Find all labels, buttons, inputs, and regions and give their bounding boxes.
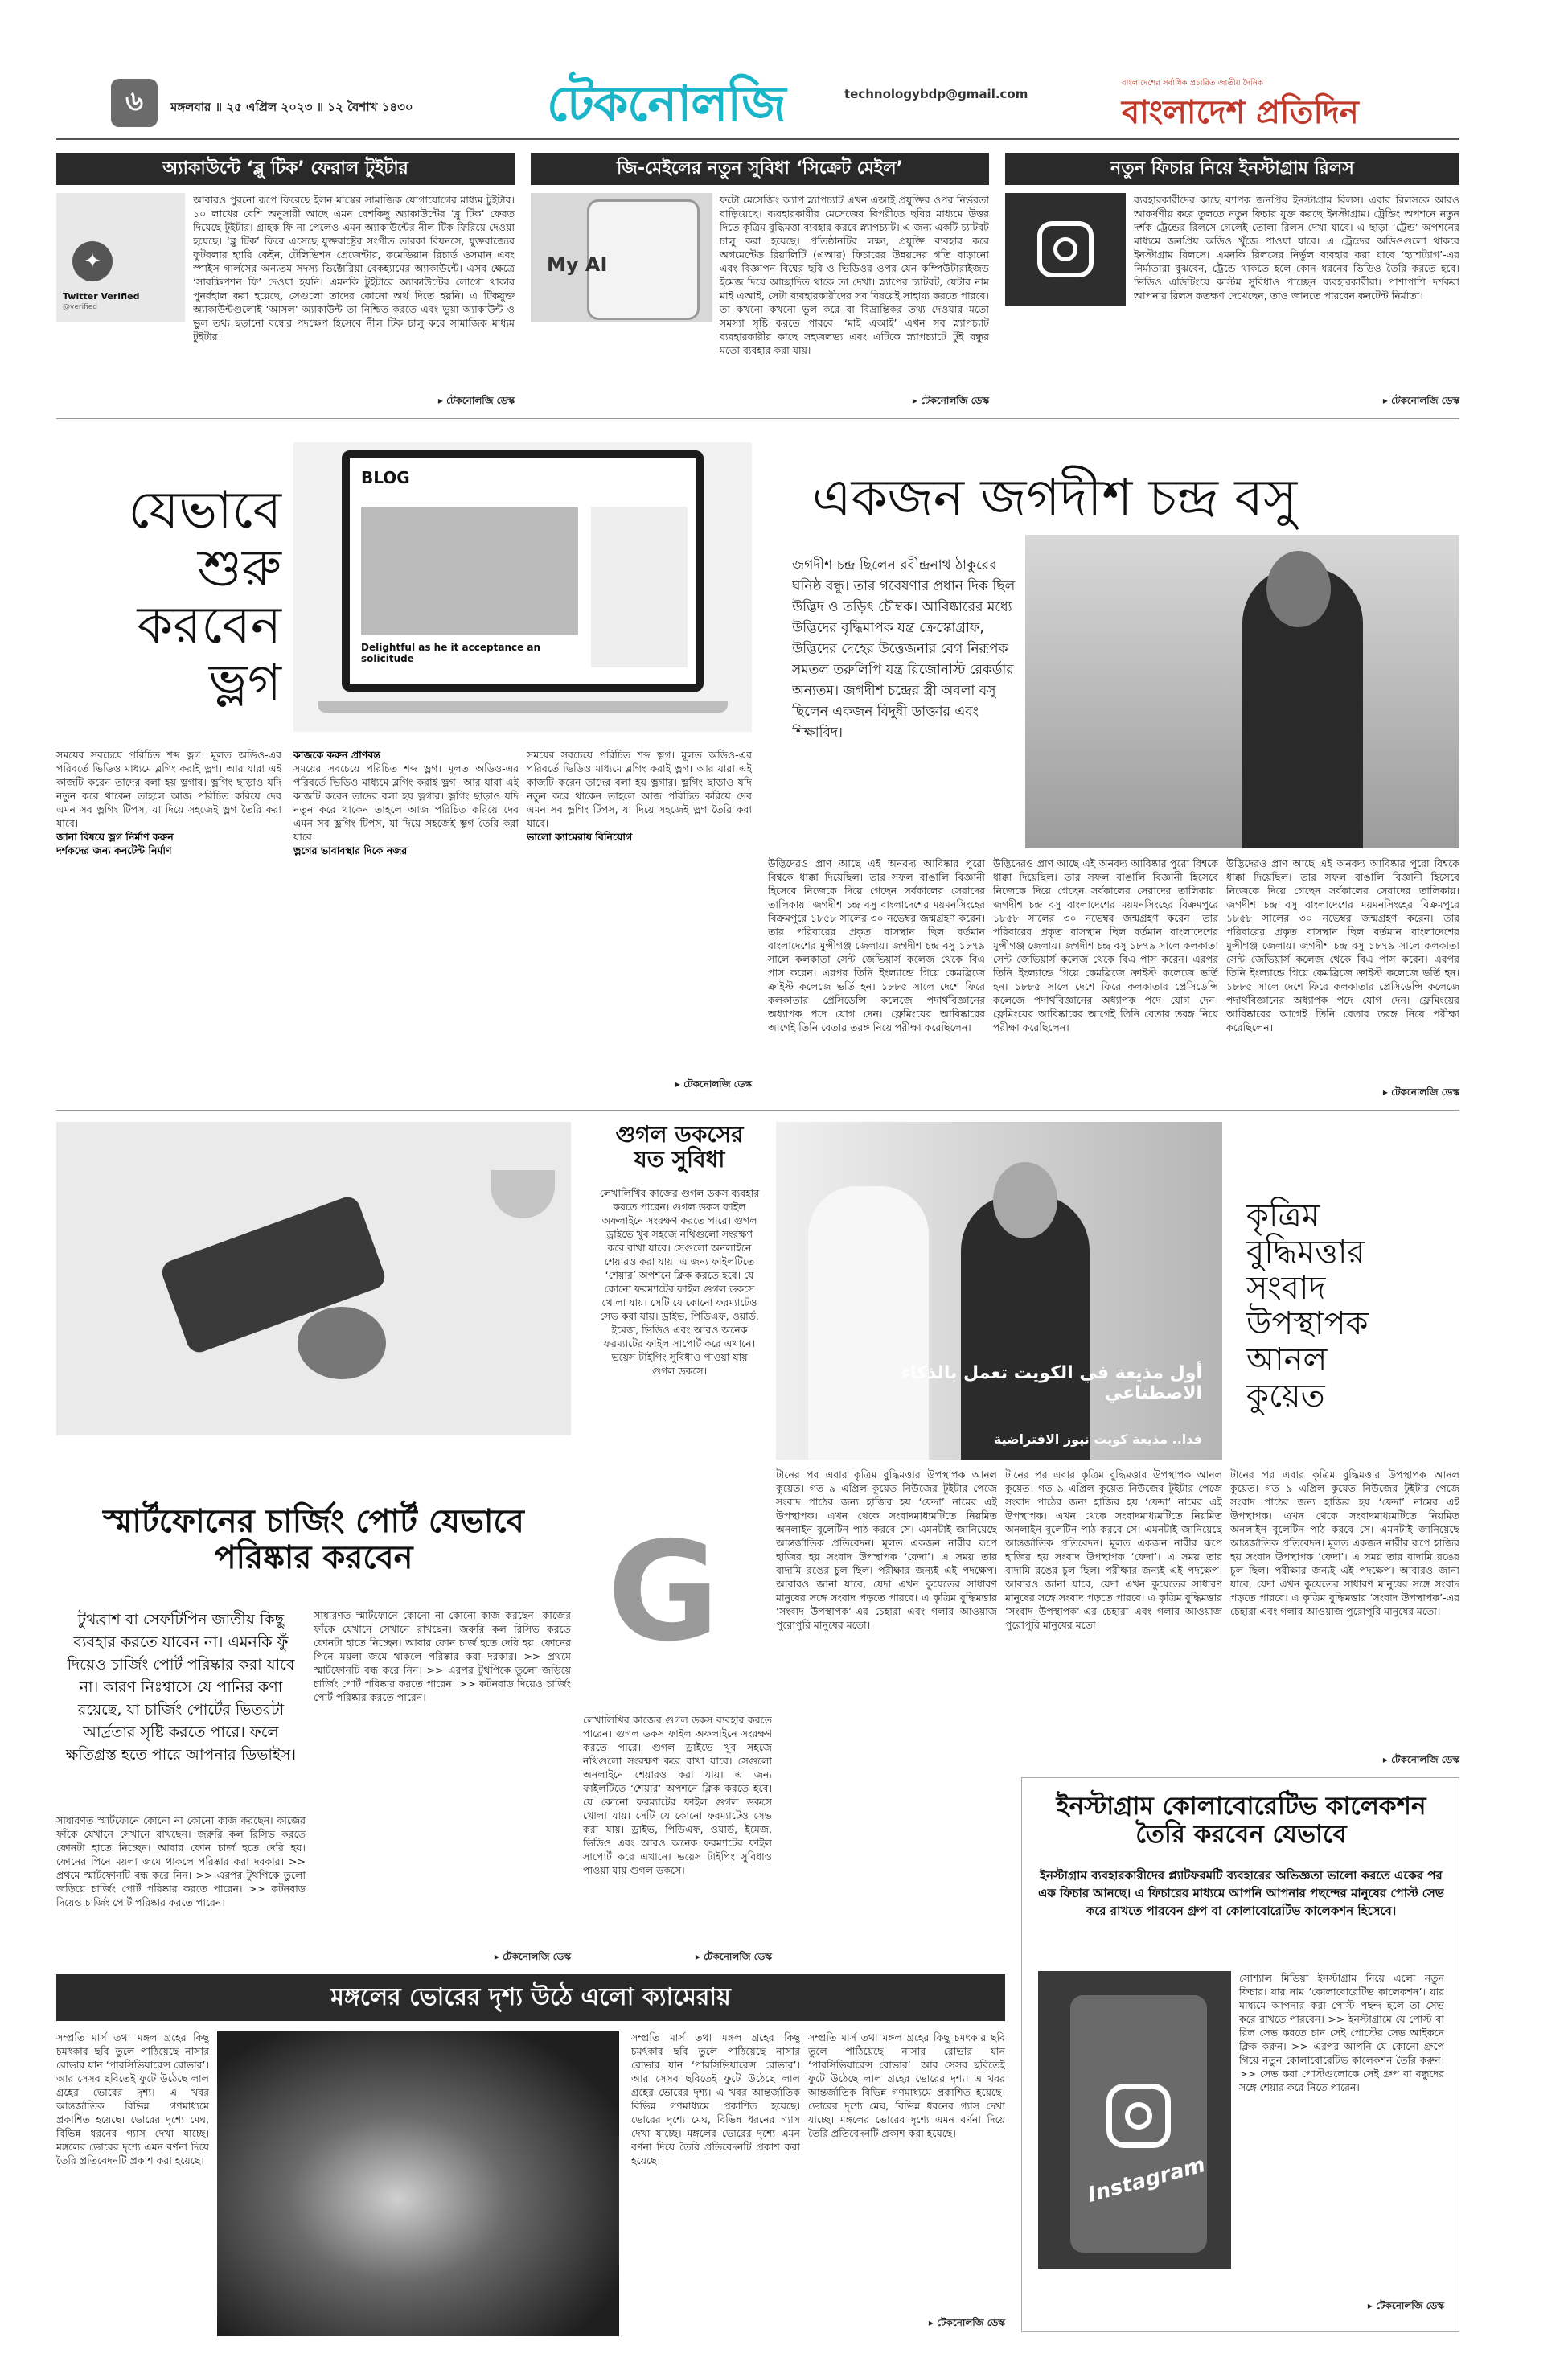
twitter-verified-label: Twitter Verified — [63, 291, 140, 302]
portrait-face — [1266, 551, 1331, 627]
blog-word: BLOG — [361, 468, 410, 487]
vlog-body-col2: কাজকে করুন প্রাণবন্ত সময়ের সবচেয়ে পরিচিত শব্দ ভ্লগ। মূলত অডিও-এর পরিবর্তে ভিডিও মাধ্যমে ব্লগিং করাই ভ্লগ। আর যারা এই কাজটি করেন তাদের বলা হয় ভ্লগার। ভ্লগিং ছাড়াও যদি নতুন করে থাকেন তাহলে আজ পরিচিত করিয়ে দেব এমন সব ভ্লগিং টিপস, যা দিয়ে সহজেই ভ্লগ তৈরি করা যাবে। ভ্লগের ভাবাবস্থার দিকে নজর — [293, 749, 519, 856]
mars-body-col3: সম্প্রতি মার্স তথা মঙ্গল গ্রহের কিছু চমৎকার ছবি তুলে পাঠিয়েছে নাসার রোভার যান ‘পারসিভিয়ারেন্স রোভার’। আর সেসব ছবিতেই ফুটে উঠেছে লাল গ্রহের ভোরের দৃশ্য। এ খবর আন্তর্জাতিক বিভিন্ন গণমাধ্যমে প্রকাশিত হয়েছে। ভোরের দৃশ্যে মেঘ, বিভিন্ন ধরনের গ্যাস দেখা যাচ্ছে। মঙ্গলের ভোরের দৃশ্যে এমন বর্ণনা দিয়ে তৈরি প্রতিবেদনটি প্রকাশ করা হয়েছে। — [808, 2031, 1005, 2139]
laptop-base — [318, 701, 728, 713]
vlog-body-col1: সময়ের সবচেয়ে পরিচিত শব্দ ভ্লগ। মূলত অডিও-এর পরিবর্তে ভিডিও মাধ্যমে ব্লগিং করাই ভ্লগ। আর যারা এই কাজটি করেন তাদের বলা হয় ভ্লগার। ভ্লগিং ছাড়াও যদি নতুন করে থাকেন তাহলে আজ পরিচিত করিয়ে দেব এমন সব ভ্লগিং টিপস, যা দিয়ে সহজেই ভ্লগ তৈরি করা যাবে। জানা বিষয়ে ভ্লগ নির্মাণ করুন দর্শকদের জন্য কনটেন্ট নির্মাণ — [56, 749, 281, 856]
anchor-woman-face — [993, 1162, 1057, 1238]
jagadish-intro: জগদীশ চন্দ্র ছিলেন রবীন্দ্রনাথ ঠাকুরের ঘনিষ্ঠ বন্ধু। তার গবেষণার প্রধান দিক ছিল উদ্ভিদ ও তড়িৎ চৌম্বক। আবিষ্কারের মধ্যে উদ্ভিদের বৃদ্ধিমাপক যন্ত্র ক্রেস্কোগ্রাফ, উদ্ভিদের দেহের উত্তেজনার বেগ নিরূপক সমতল তরুলিপি যন্ত্র রিজোনাস্ট রেকর্ডার অন্যতম। জগদীশ চন্দ্রের স্ত্রী অবলা বসু ছিলেন একজন বিদুষী ডাক্তার এবং শিক্ষাবিদ। — [792, 557, 1016, 741]
article-title-reels: নতুন ফিচার নিয়ে ইনস্টাগ্রাম রিলস — [1005, 153, 1459, 185]
article-title-gmail: জি-মেইলের নতুন সুবিধা ‘সিক্রেট মেইল’ — [531, 153, 989, 185]
ai-body-col3: টানের পর এবার কৃত্রিম বুদ্ধিমত্তার উপস্থাপক আনল কুয়েত। গত ৯ এপ্রিল কুয়েত নিউজের টুইটার পেজে সংবাদ পাঠের জন্য হাজির হয় ‘ফেদা’ নামের এই উপস্থাপক। এখন থেকে সংবাদমাধ্যমটিতে নিয়মিত অনলাইন বুলেটিন পাঠ করবে সে। এমনটাই জানিয়েছে আন্তর্জাতিক প্রতিবেদন। মূলত একজন নারীর রূপে হাজির হয় সংবাদ উপস্থাপক ‘ফেদা’। এ সময় তার বাদামি রঙের চুল ছিল। পরীক্ষার জন্যই এই পদক্ষেপ। আবারও জানা যাবে, যেদা এখন কুয়েতের সাধারণ মানুষের সঙ্গে সংবাদ পড়তে পারবে। এ কৃত্রিম বুদ্ধিমত্তার ‘সংবাদ উপস্থাপক’-এর চেহারা এবং গলার আওয়াজ পুরোপুরি মানুষের মতো। — [1230, 1468, 1459, 1617]
insta-collab-deck: ইনস্টাগ্রাম ব্যবহারকারীদের প্ল্যাটফরমটি ব্যবহারের অভিজ্ঞতা ভালো করতে একের পর এক ফিচার আনছে। এ ফিচারের মাধ্যমে আপনি আপনার পছন্দের মানুষের পোস্ট সেভ করে রাখতে পারবেন গ্রুপ বা কোলাবোরেটিভ কালেকশন হিসেবে। — [1038, 1868, 1444, 1918]
charging-deck: টুথব্রাশ বা সেফটিপিন জাতীয় কিছু ব্যবহার করতে যাবেন না। এমনকি ফুঁ দিয়েও চার্জিং পোর্ট পরিষ্কার করা যাবে না। কারণ নিঃশ্বাসে যে পানির কণা রয়েছে, যা চার্জিং পোর্টের ভিতরটা আর্দ্রতার সৃষ্টি করতে পারে। ফলে ক্ষতিগ্রস্ত হতে পারে আপনার ডিভাইস। — [65, 1611, 297, 1764]
insta-credit: ▸ টেকনোলজি ডেস্ক — [1307, 2299, 1444, 2315]
myai-text: My AI — [547, 253, 608, 276]
blog-caption: Delightful as he it acceptance an solicitude — [361, 642, 541, 664]
section-email: technologybdp@gmail.com — [844, 87, 1028, 101]
jagadish-body-col3: উদ্ভিদেরও প্রাণ আছে এই অনবদ্য আবিষ্কার পুরো বিশ্বকে ধাক্কা দিয়েছিল। তার সফল বাঙালি বিজ্ঞানী হিসেবে নিজেকে দিয়ে গেছেন সর্বকালের সেরাদের তালিকায়। জগদীশ চন্দ্র বসু বাংলাদেশের ময়মনসিংহের বিক্রমপুরে ১৮৫৮ সালের ৩০ নভেম্বর জন্মগ্রহণ করেন। তার পরিবারের প্রকৃত বাসস্থান ছিল বর্তমান বাংলাদেশের মুন্সীগঞ্জ জেলায়। জগদীশ চন্দ্র বসু ১৮৭৯ সালে কলকাতা সেন্ট জেভিয়ার্স কলেজ থেকে বিএ পাস করেন। এরপর তিনি ইংল্যান্ডে গিয়ে কেমব্রিজে ক্রাইস্ট কলেজে ভর্তি হন। ১৮৮৫ সালে দেশে ফিরে কলকাতার প্রেসিডেন্সি কলেজে পদার্থবিজ্ঞানের অধ্যাপক পদে যোগ দেন। ফ্লেমিংয়ের আবিষ্কারের আগেই তিনি বেতার তরঙ্গ নিয়ে পরীক্ষা করেছিলেন। — [1226, 857, 1459, 1033]
jagadish-portrait — [1025, 535, 1459, 848]
gmail-credit: ▸ টেকনোলজি ডেস্ক — [852, 394, 989, 410]
paper-tagline: বাংলাদেশের সর্বাধিক প্রচারিত জাতীয় দৈনিক — [1122, 79, 1263, 88]
twitter-bird-icon: ✦ — [72, 241, 113, 281]
masthead-rule — [56, 138, 1459, 140]
docs-box — [583, 1122, 772, 1460]
snapchat-myai-image — [531, 193, 712, 322]
section-title: টেকনোলজি — [547, 74, 786, 133]
laptop-screen — [342, 450, 704, 692]
insta-collab-title: ইনস্টাগ্রাম কোলাবোরেটিভ কালেকশন তৈরি করবেন যেভাবে — [1056, 1792, 1426, 1849]
row-rule-1 — [56, 418, 1459, 419]
vlog-title: যেভাবে শুরু করবেন ভ্লগ — [128, 481, 281, 714]
blog-laptop-image — [293, 442, 752, 732]
vlog-credit: ▸ টেকনোলজি ডেস্ক — [615, 1078, 752, 1094]
docs-body: লেখালিখির কাজের গুগল ডকস ব্যবহার করতে পারেন। গুগল ডকস ফাইল অফলাইনে সংরক্ষণ করতে পারে। গুগল ড্রাইভে খুব সহজে নথিগুলো সংরক্ষণ করে রাখা যাবে। সেগুলো অনলাইনে শেয়ারও করা যায়। এ জন্য ফাইলটিতে ‘শেয়ার’ অপশনে ক্লিক করতে হবে। যে কোনো ফরম্যাটের ফাইল গুগল ডকসে খোলা যায়। সেটি যে কোনো ফরম্যাটেও সেভ করা যায়। ড্রাইভ, পিডিএফ, ওয়ার্ড, ইমেজ, ভিডিও এবং আরও অনেক ফরম্যাটের ফাইল সাপোর্ট করে এখানে। ভয়েস টাইপিং সুবিধাও পাওয়া যায় গুগল ডকসে। — [599, 1187, 760, 1377]
arabic-caption: أول مذيعة في الكويت تعمل بالذكاء الاصطناعي — [901, 1363, 1202, 1403]
google-g-icon: G — [607, 1513, 720, 1672]
instagram-phone-image — [1038, 1971, 1231, 2269]
date-line: মঙ্গলবার ॥ ২৫ এপ্রিল ২০২৩ ॥ ১২ বৈশাখ ১৪৩০ — [170, 100, 413, 114]
reels-credit: ▸ টেকনোলজি ডেস্ক — [1323, 394, 1459, 410]
mars-body-col1: সম্প্রতি মার্স তথা মঙ্গল গ্রহের কিছু চমৎকার ছবি তুলে পাঠিয়েছে নাসার রোভার যান ‘পারসিভিয়ারেন্স রোভার’। আর সেসব ছবিতেই ফুটে উঠেছে লাল গ্রহের ভোরের দৃশ্য। এ খবর আন্তর্জাতিক বিভিন্ন গণমাধ্যমে প্রকাশিত হয়েছে। ভোরের দৃশ্যে মেঘ, বিভিন্ন ধরনের গ্যাস দেখা যাচ্ছে। মঙ্গলের ভোরের দৃশ্যে এমন বর্ণনা দিয়ে তৈরি প্রতিবেদনটি প্রকাশ করা হয়েছে। — [56, 2031, 209, 2167]
page-number-badge: ৬ — [111, 79, 158, 127]
mars-sunrise-image — [217, 2031, 619, 2336]
reels-body: ব্যবহারকারীদের কাছে ব্যাপক জনপ্রিয় ইনস্টাগ্রাম রিলস। এবার রিলসকে আরও আকর্ষণীয় করে তুলতে নতুন ফিচার যুক্ত করছে ইনস্টাগ্রাম। ট্রেন্ডিং অপশনে নতুন দর্শক ট্রেন্ডের রিলসে গেলেই তোলা রিলস দেখা যাবে। এ ছাড়া ‘ট্রেন্ড’ অপশনের মাধ্যমে জনপ্রিয় অডিও খুঁজে পাওয়া যাবে। এ ট্রেন্ডের অডিওগুলো থাকবে ইনস্টাগ্রাম রিলসে। এমনকি রিলসের নির্ভুল ব্যবহার করা যাবে ‘হ্যাশট্যাগ’-এর নির্মাতারা বুঝবেন, ট্রেন্ডে থাকতে হলে কোন ধরনের ভিডিও তৈরি করতে হবে। ভিডিও এডিটিংয়ে কাস্টম সুবিধাও পাচ্ছেন ব্যবহারকারীরা। পাশাপাশি দর্শকরা আপনার রিলস কতক্ষণ দেখেছেন, তাও জানতে পারবেন কনটেন্ট নির্মাতা। — [1134, 194, 1459, 302]
charging-body-col1: সাধারণত স্মার্টফোনে কোনো না কোনো কাজ করছেন। কাজের ফাঁকে যেখানে সেখানে রাখছেন। জরুরি কল রিসিভ করতে ফোনটা হাতে নিচ্ছেন। আবার ফোন চার্জ হতে দেরি হয়। ফোনের পিনে ময়লা জমে থাকলে পরিষ্কার করা দরকার। >> প্রথমে স্মার্টফোনটি বন্ধ করে নিন। >> এরপর টুথপিকে তুলো জড়িয়ে চার্জিং পোর্ট পরিষ্কার করতে পারেন। >> কটনবাড দিয়েও চার্জিং পোর্ট পরিষ্কার করতে পারেন। — [56, 1814, 306, 1908]
jagadish-credit: ▸ টেকনোলজি ডেস্ক — [1323, 1086, 1459, 1102]
phone-charging-image — [56, 1122, 571, 1435]
gmail-body: ফটো মেসেজিং অ্যাপ স্ন্যাপচ্যাট এখন এআই প্রযুক্তির ওপর নির্ভরতা বাড়িয়েছে। ব্যবহারকারীর মেসেজের বিপরীতে ছবির মাধ্যমে উত্তর দিতে কৃত্রিম বুদ্ধিমত্তা ব্যবহার করবে স্ন্যাপচ্যাট। এ জন্য একটি চ্যাটবট চালু করা হয়েছে। প্রতিষ্ঠানটির লক্ষ্য, প্রযুক্তি ব্যবহার করে অগমেন্টেড রিয়ালিটি (এআর) ফিচারের উন্নয়নের গতি বাড়ানো এবং বিজ্ঞাপন বিশ্বের ছবি ও ভিডিওর ওপর যেন কম্পিউটারাইজড ইমেজ দিয়ে আচ্ছাদিত থাকে তা দেখা। স্ন্যাপের চ্যাটবট, যেটার নাম মাই এআই, সেটা ব্যবহারকারীদের সব বিষয়েই সাহায্য করতে পারবে। তা কখনো কখনো ভুল করে বা বিভ্রান্তিকর তথ্য দেওয়ার মতো সমস্যা সৃষ্টি করতে পারবে। ‘মাই এআই’ এখন সব স্ন্যাপচ্যাট ব্যবহারকারীর কাছে সহজলভ্য এবং এটিকে স্ন্যাপচ্যাটে টুই বন্ধুর মতো ব্যবহার করা যায়। — [720, 194, 989, 356]
ai-title: কৃত্রিম বুদ্ধিমত্তার সংবাদ উপস্থাপক আনল কুয়েত — [1246, 1197, 1369, 1415]
row-rule-2 — [56, 1110, 1459, 1111]
blower-bulb — [298, 1307, 386, 1379]
insta-collab-body: সোশ্যাল মিডিয়া ইনস্টাগ্রাম নিয়ে এলো নতুন ফিচার। যার নাম ‘কোলাবোরেটিভ কালেকশন’। যার মাধ্যমে আপনার করা পোস্ট পছন্দ হলে তা সেভ করে রাখতে পারবেন। >> ইনস্টাগ্রামে যে পোস্ট বা রিল সেভ করতে চান সেই পোস্টের সেভ আইকনে ক্লিক করুন। >> এরপর আপনি যে কোনো গ্রুপে গিয়ে নতুন কোলাবোরেটিভ কালেকশন তৈরি করুন। >> সেভ করা পোস্টগুলোকে সেই গ্রুপ বা বন্ধুদের সঙ্গে শেয়ার করে নিতে পারেন। — [1239, 1972, 1444, 2093]
instagram-app-icon — [1106, 2084, 1171, 2148]
instagram-logo-image — [1005, 193, 1126, 306]
vlog-body-col3: সময়ের সবচেয়ে পরিচিত শব্দ ভ্লগ। মূলত অডিও-এর পরিবর্তে ভিডিও মাধ্যমে ব্লগিং করাই ভ্লগ। আর যারা এই কাজটি করেন তাদের বলা হয় ভ্লগার। ভ্লগিং ছাড়াও যদি নতুন করে থাকেন তাহলে আজ পরিচিত করিয়ে দেব এমন সব ভ্লগিং টিপস, যা দিয়ে সহজেই ভ্লগ তৈরি করা যাবে। ভালো ক্যামেরায় বিনিয়োগ — [527, 749, 752, 843]
jagadish-body-col2: উদ্ভিদেরও প্রাণ আছে এই অনবদ্য আবিষ্কার পুরো বিশ্বকে ধাক্কা দিয়েছিল। তার সফল বাঙালি বিজ্ঞানী হিসেবে নিজেকে দিয়ে গেছেন সর্বকালের সেরাদের তালিকায়। জগদীশ চন্দ্র বসু বাংলাদেশের ময়মনসিংহের বিক্রমপুরে ১৮৫৮ সালের ৩০ নভেম্বর জন্মগ্রহণ করেন। তার পরিবারের প্রকৃত বাসস্থান ছিল বর্তমান বাংলাদেশের মুন্সীগঞ্জ জেলায়। জগদীশ চন্দ্র বসু ১৮৭৯ সালে কলকাতা সেন্ট জেভিয়ার্স কলেজ থেকে বিএ পাস করেন। এরপর তিনি ইংল্যান্ডে গিয়ে কেমব্রিজে ক্রাইস্ট কলেজে ভর্তি হন। ১৮৮৫ সালে দেশে ফিরে কলকাতার প্রেসিডেন্সি কলেজে পদার্থবিজ্ঞানের অধ্যাপক পদে যোগ দেন। ফ্লেমিংয়ের আবিষ্কারের আগেই তিনি বেতার তরঙ্গ নিয়ে পরীক্ষা করেছিলেন। — [993, 857, 1218, 1033]
docs-title: গুগল ডকসের যত সুবিধা — [615, 1121, 744, 1173]
ai-anchor-image — [776, 1122, 1222, 1460]
mars-title-bar: মঙ্গলের ভোরের দৃশ্য উঠে এলো ক্যামেরায় — [56, 1974, 1005, 2021]
docs-body-cont: লেখালিখির কাজের গুগল ডকস ব্যবহার করতে পারেন। গুগল ডকস ফাইল অফলাইনে সংরক্ষণ করতে পারে। গুগল ড্রাইভে খুব সহজে নথিগুলো সংরক্ষণ করে রাখা যাবে। সেগুলো অনলাইনে শেয়ারও করা যায়। এ জন্য ফাইলটিতে ‘শেয়ার’ অপশনে ক্লিক করতে হবে। যে কোনো ফরম্যাটের ফাইল গুগল ডকসে খোলা যায়। সেটি যে কোনো ফরম্যাটেও সেভ করা যায়। ড্রাইভ, পিডিএফ, ওয়ার্ড, ইমেজ, ভিডিও এবং আরও অনেক ফরম্যাটের ফাইল সাপোর্ট করে এখানে। ভয়েস টাইপিং সুবিধাও পাওয়া যায় গুগল ডকসে। — [583, 1714, 772, 1876]
mars-body-col2: সম্প্রতি মার্স তথা মঙ্গল গ্রহের কিছু চমৎকার ছবি তুলে পাঠিয়েছে নাসার রোভার যান ‘পারসিভিয়ারেন্স রোভার’। আর সেসব ছবিতেই ফুটে উঠেছে লাল গ্রহের ভোরের দৃশ্য। এ খবর আন্তর্জাতিক বিভিন্ন গণমাধ্যমে প্রকাশিত হয়েছে। ভোরের দৃশ্যে মেঘ, বিভিন্ন ধরনের গ্যাস দেখা যাচ্ছে। মঙ্গলের ভোরের দৃশ্যে এমন বর্ণনা দিয়ে তৈরি প্রতিবেদনটি প্রকাশ করা হয়েছে। — [631, 2031, 800, 2167]
blog-hero-photo — [361, 507, 578, 635]
ai-body-col1: টানের পর এবার কৃত্রিম বুদ্ধিমত্তার উপস্থাপক আনল কুয়েত। গত ৯ এপ্রিল কুয়েত নিউজের টুইটার পেজে সংবাদ পাঠের জন্য হাজির হয় ‘ফেদা’ নামের এই উপস্থাপক। এখন থেকে সংবাদমাধ্যমটিতে নিয়মিত অনলাইন বুলেটিন পাঠ করবে সে। এমনটাই জানিয়েছে আন্তর্জাতিক প্রতিবেদন। মূলত একজন নারীর রূপে হাজির হয় সংবাদ উপস্থাপক ‘ফেদা’। এ সময় তার বাদামি রঙের চুল ছিল। পরীক্ষার জন্যই এই পদক্ষেপ। আবারও জানা যাবে, যেদা এখন কুয়েতের সাধারণ মানুষের সঙ্গে সংবাদ পড়তে পারবে। এ কৃত্রিম বুদ্ধিমত্তার ‘সংবাদ উপস্থাপক’-এর চেহারা এবং গলার আওয়াজ পুরোপুরি মানুষের মতো। — [776, 1468, 997, 1631]
mars-credit: ▸ টেকনোলজি ডেস্ক — [868, 2316, 1005, 2332]
twitter-verified-image — [56, 193, 185, 322]
ai-body-col2: টানের পর এবার কৃত্রিম বুদ্ধিমত্তার উপস্থাপক আনল কুয়েত। গত ৯ এপ্রিল কুয়েত নিউজের টুইটার পেজে সংবাদ পাঠের জন্য হাজির হয় ‘ফেদা’ নামের এই উপস্থাপক। এখন থেকে সংবাদমাধ্যমটিতে নিয়মিত অনলাইন বুলেটিন পাঠ করবে সে। এমনটাই জানিয়েছে আন্তর্জাতিক প্রতিবেদন। মূলত একজন নারীর রূপে হাজির হয় সংবাদ উপস্থাপক ‘ফেদা’। এ সময় তার বাদামি রঙের চুল ছিল। পরীক্ষার জন্যই এই পদক্ষেপ। আবারও জানা যাবে, যেদা এখন কুয়েতের সাধারণ মানুষের সঙ্গে সংবাদ পড়তে পারবে। এ কৃত্রিম বুদ্ধিমত্তার ‘সংবাদ উপস্থাপক’-এর চেহারা এবং গলার আওয়াজ পুরোপুরি মানুষের মতো। — [1005, 1468, 1222, 1631]
jagadish-title: একজন জগদীশ চন্দ্র বসু — [812, 469, 1298, 528]
twitter-handle: @verified — [63, 303, 97, 311]
insta-collab-box — [1021, 1777, 1459, 2332]
blog-sidebar — [591, 507, 688, 667]
paper-logo: বাংলাদেশ প্রতিদিন — [1122, 94, 1359, 131]
docs-credit: ▸ টেকনোলজি ডেস্ক — [635, 1950, 772, 1966]
ai-credit: ▸ টেকনোলজি ডেস্ক — [1323, 1753, 1459, 1769]
twitter-body: আবারও পুরনো রূপে ফিরেছে ইলন মাস্কের সামাজিক যোগাযোগের মাধ্যম টুইটার। ১০ লাখের বেশি অনুসারী আছে এমন বেশকিছু অ্যাকাউন্টের ‘ব্লু টিক’ ফেরত দিয়েছে টুইটার। গ্রাহক ফি না পেলেও এমন অ্যাকাউন্টের নীল টিক ফিরিয়ে দেওয়া হয়েছে। ‘ব্লু টিক’ ফিরে এসেছে যুক্তরাষ্ট্রের সংগীত তারকা বিয়নসে, যুক্তরাজ্যের ফুটবলার হ্যারি কেইন, টেলিভিশন প্রেজেন্টার, কমেডিয়ান রিচার্ড ওসমান এবং স্পাইস গার্লসের অন্যতম সদস্য ভিক্টোরিয়া বেকহ্যামের অ্যাকাউন্টে। এসব ক্ষেত্রে ‘সাবস্ক্রিপশন ফি’ দেওয়া হয়নি। এমনকি টুইটারে অ্যাকাউন্টের লোগো থাকার পুনর্বহাল করা হয়েছে, সেগুলো তাদের কোনো অর্থ দিতে হয়নি। এ টিকযুক্ত অ্যাকাউন্টগুলোই ‘আসল’ অ্যাকাউন্ট তা নিশ্চিত করতে এবং ভুয়া অ্যাকাউন্ট ও ভুল তথ্য ছড়ানো বন্ধের পদক্ষেপ হিসেবে নীল টিক চালু করে সামাজিক মাধ্যম টুইটার। — [193, 194, 515, 343]
instagram-icon — [1037, 221, 1094, 277]
twitter-credit: ▸ টেকনোলজি ডেস্ক — [378, 394, 515, 410]
instagram-word: Instagram — [1085, 2153, 1209, 2208]
charging-credit: ▸ টেকনোলজি ডেস্ক — [434, 1950, 571, 1966]
anchor-man — [808, 1186, 929, 1460]
jagadish-body-col1: উদ্ভিদেরও প্রাণ আছে এই অনবদ্য আবিষ্কার পুরো বিশ্বকে ধাক্কা দিয়েছিল। তার সফল বাঙালি বিজ্ঞানী হিসেবে নিজেকে দিয়ে গেছেন সর্বকালের সেরাদের তালিকায়। জগদীশ চন্দ্র বসু বাংলাদেশের ময়মনসিংহের বিক্রমপুরে ১৮৫৮ সালের ৩০ নভেম্বর জন্মগ্রহণ করেন। তার পরিবারের প্রকৃত বাসস্থান ছিল বর্তমান বাংলাদেশের মুন্সীগঞ্জ জেলায়। জগদীশ চন্দ্র বসু ১৮৭৯ সালে কলকাতা সেন্ট জেভিয়ার্স কলেজ থেকে বিএ পাস করেন। এরপর তিনি ইংল্যান্ডে গিয়ে কেমব্রিজে ক্রাইস্ট কলেজে ভর্তি হন। ১৮৮৫ সালে দেশে ফিরে কলকাতার প্রেসিডেন্সি কলেজে পদার্থবিজ্ঞানের অধ্যাপক পদে যোগ দেন। ফ্লেমিংয়ের আবিষ্কারের আগেই তিনি বেতার তরঙ্গ নিয়ে পরীক্ষা করেছিলেন। — [768, 857, 985, 1033]
article-title-twitter: অ্যাকাউন্টে ‘ব্লু টিক’ ফেরাল টুইটার — [56, 153, 515, 185]
cotton-bowl — [491, 1170, 555, 1218]
charging-title: স্মার্টফোনের চার্জিং পোর্ট যেভাবে পরিষ্কার করবেন — [103, 1503, 524, 1576]
charging-body-col2: সাধারণত স্মার্টফোনে কোনো না কোনো কাজ করছেন। কাজের ফাঁকে যেখানে সেখানে রাখছেন। জরুরি কল রিসিভ করতে ফোনটা হাতে নিচ্ছেন। আবার ফোন চার্জ হতে দেরি হয়। ফোনের পিনে ময়লা জমে থাকলে পরিষ্কার করা দরকার। >> প্রথমে স্মার্টফোনটি বন্ধ করে নিন। >> এরপর টুথপিকে তুলো জড়িয়ে চার্জিং পোর্ট পরিষ্কার করতে পারেন। >> কটনবাড দিয়েও চার্জিং পোর্ট পরিষ্কার করতে পারেন। — [314, 1609, 571, 1703]
arabic-caption-2: فدا.. مذيعة كويت نيوز الافتراضية — [993, 1431, 1202, 1447]
